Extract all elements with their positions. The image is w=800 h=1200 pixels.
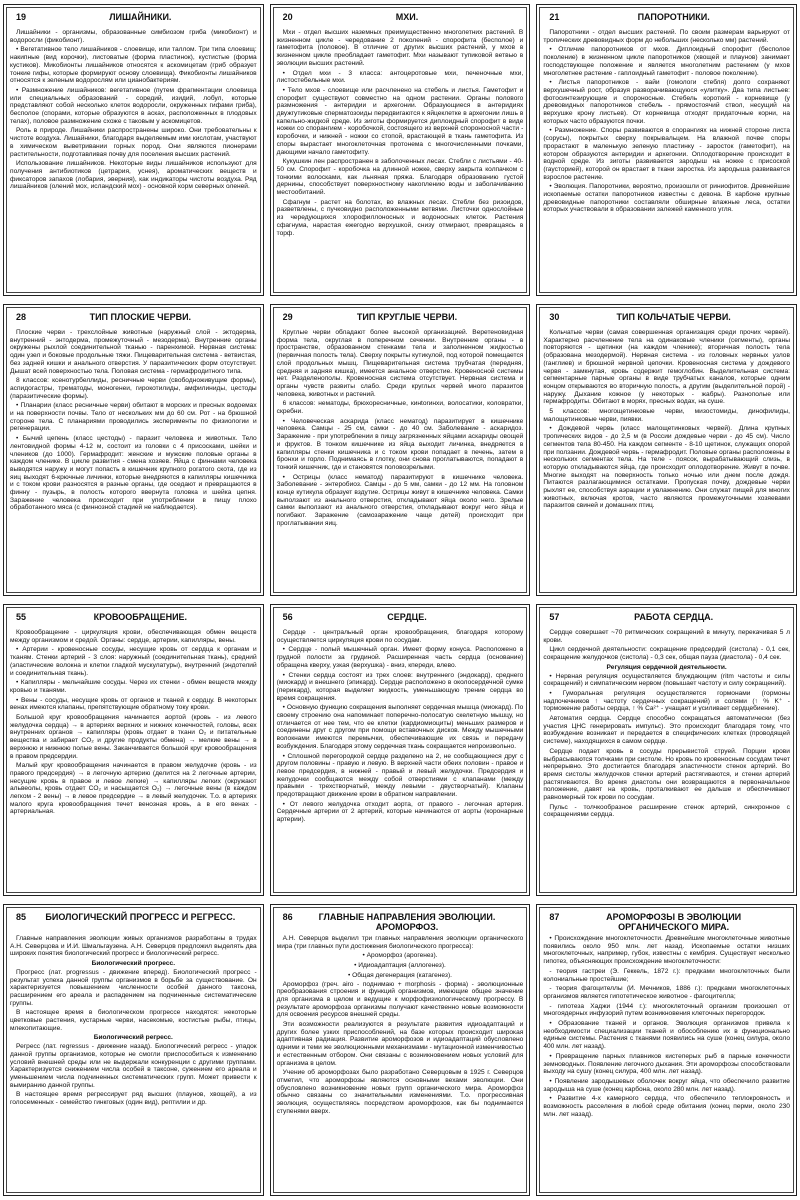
card-number: 20: [282, 12, 293, 22]
card-paragraph: Кольчатые черви (самая совершенная организация среди прочих червей). Характерно расчленение тела на одинаковые членики (сегменты), органы повторяются - щетинки (на каждом членике); вторичная полость тела (образована мезодермой). Нервная система - из головных нервных узлов (ганглиев) и брюшной нервной цепочки. Кровеносная система у дождевого червя - замкнутая, кровь содержит гемоглобин. Выделительная система: сегментарные парные органы в виде трубчатых каналов, которые одним концом открываются во вторичную полость, а другим (выделительной порой) - наружу. Дыхание кожное (у некоторых - жабры). Разнополые или гермафродиты. Обитают в морях, пресных водах, на суше.: [543, 329, 790, 406]
card-list-item: • Общая дегенерация (катагенез).: [347, 971, 452, 979]
card-paragraph: Папоротники - отдел высших растений. По своим размерам варьируют от тропических древовидных форм до небольших (несколько мм) растений.: [543, 29, 790, 44]
card-paragraph: • Капилляры - мельчайшие сосуды. Через их стенки - обмен веществ между кровью и тканями.: [10, 679, 257, 694]
card-paragraph: Кукушкин лен распространен в заболоченных лесах. Стебли с листьями - 40-50 см. Спорофит - коробочка на длинной ножке, сверху закрыта колпачком с тонкими волосками, как льняная пряжа. Благодаря образованию густой дернины, способствует поверхностному накоплению воды и заболачиванию местообитаний.: [276, 158, 524, 197]
card-title: ЛИШАЙНИКИ.: [109, 12, 172, 22]
card-paragraph: Большой круг кровообращения начинается аортой (кровь - из левого желудочка сердца) → в артериях верхних и нижних конечностей, головы, всех внутренних органов → капилляры (кровь отдает в ткани O₂ и питательные вещества и забирает CO₂ и другие продукты обмена) → мелкие вены → в верхнюю и нижнюю полые вены. Заканчивается большой круг кровообращения в правом предсердии.: [10, 714, 257, 760]
card-paragraph: • Острицы (класс нематод) паразитируют в кишечнике человека. Заболевание - энтеробиоз. Самцы - до 5 мм, самки - до 12 мм. На головном конце кутикула образует вздутие. Острицы живут в кишечнике человека. Самки выползают из анального отверстия, откладывают яйца около него. Зрелые самки выползают из анального отверстия, откладывают вокруг него яйца и погибают. Заражение (самозаражение чаще детей) происходит при проглатывании яиц.: [276, 473, 524, 527]
card-number: 57: [549, 612, 560, 622]
card-title: БИОЛОГИЧЕСКИЙ ПРОГРЕСС И РЕГРЕСС.: [45, 912, 236, 922]
card-number: 29: [282, 312, 293, 322]
card-body: [10, 629, 257, 816]
card-paragraph: Сердце совершает ~70 ритмических сокращений в минуту, перекачивая 5 л крови.: [543, 629, 790, 644]
card-paragraph: Лишайники - организмы, образованные симбиозом гриба (микобионт) и водоросли (фикобионт).: [10, 29, 257, 44]
card-aromorphoses: [536, 904, 797, 1196]
card-paragraph: Роль в природе. Лишайники распространены широко. Они требовательны к чистоте воздуха. Лишайники, благодаря выделяемым ими кислотам, участвуют в химическом выветривании горных пород. Они являются пионерами растительности, подготавливая почву для поселения высших растений.: [10, 127, 257, 158]
card-paragraph: Регресс (лат. regressus - движение назад). Биологический регресс - упадок данной группы организмов, которые не смогли приспособиться к изменению условий внешней среды или не выдержали конкуренции с другими группами. Характеризуется снижением числа особей в таксоне, сужением его ареала и уменьшением числа подчиненных систематических групп. Может привести к вымиранию данной группы.: [10, 1043, 257, 1089]
card-annelids: [536, 304, 797, 596]
card-paragraph: Плоские черви - трехслойные животные (наружный слой - эктодерма, внутренний - энтодерма, промежуточный - мезодерма). Внутренние органы окружены рыхлой соединительной тканью - паренхимой. Нервная система: один узел и боковые продольные тяжи. Пищеварительная система - ветвистая, без задней кишки и анального отверстия. У паразитических форм отсутствует. Дышат всей поверхностью тела. Половая система - гермафродитного типа.: [10, 329, 257, 375]
card-title: КРОВООБРАЩЕНИЕ.: [93, 612, 188, 622]
card-number: 19: [16, 12, 27, 22]
card-paragraph: В настоящее время в биологическом прогрессе находятся: некоторые цветковые растения, кустарные черви, насекомые, костистые рыбы, птицы, млекопитающие.: [10, 1009, 257, 1032]
card-body: [543, 329, 790, 510]
card-body: [10, 329, 257, 512]
card-header: [12, 612, 255, 626]
card-paragraph: • От левого желудочка отходит аорта, от правого - легочная артерия. Сердечные артерии от 2 артерий, которые начинаются от аорты (коронарные артерии).: [276, 800, 524, 824]
card-header: [279, 12, 522, 26]
card-paragraph: - теория гастреи (Э. Геккель, 1872 г.): предками многоклеточных были колониальные простейшие;: [543, 967, 790, 983]
card-paragraph: • Стенки сердца состоят из трех слоев: внутреннего (эндокард), среднего (миокард) и внешнего (эпикард). Сердце расположено в околосердечной сумке (перикард), которая выделяет жидкость, уменьшающую трение сердца во время сокращения.: [276, 671, 524, 702]
card-paragraph: • Тело мхов - слоевище или расчленено на стебель и листья. Гаметофит и спорофит существуют совместно на одном растении. Органы полового размножения - антеридии и архегонии. Образующиеся в антеридиях двужгутиковые сперматозоиды передвигаются к яйцеклетке в архегонии лишь в капельно-жидкой среде. Из зиготы формируется диплоидный спорофит в виде ножки со спорангием - коробочкой, состоящего из верхней спороносной части - коробочки, и нижней - ножки со стопой, врастающей в ткань гаметофита. Из споры вырастает многоклеточная протонема с многочисленными почками, дающими начало гаметофиту.: [276, 86, 524, 156]
card-body: [10, 935, 257, 1107]
card-header: [279, 312, 522, 326]
card-mosses: [270, 4, 531, 296]
card-title: СЕРДЦЕ.: [387, 612, 427, 622]
card-heart: [270, 604, 531, 896]
card-number: 86: [282, 912, 293, 922]
card-paragraph: • Отличие папоротников от мхов. Диплоидный спорофит (бесполое поколение) в жизненном цикле папоротников (хвощей и плаунов) занимает господствующее положение и является многолетним растением (у мхов многолетнее растение - гаплоидный гаметофит - половое поколение).: [543, 46, 790, 77]
card-header: [12, 312, 255, 326]
card-paragraph: Ароморфоз (греч. airo - поднимаю + morphosis - форма) - эволюционные преобразования строения и функций организмов, имеющие общее значение для организма в целом и ведущие к морфофизиологическому прогрессу. В результате ароморфоза организмы получают качественно новые возможности для освоения ресурсов внешней среды.: [276, 980, 524, 1019]
card-paragraph: • Превращение парных плавников кистеперых рыб в парные конечности земноводных. Появление легочного дыхания. Эти ароморфозы способствовали выходу на сушу (конец силура, 400 млн. лет назад).: [543, 1052, 790, 1076]
card-body: [543, 935, 790, 1118]
card-paragraph: • Отдел мхи - 3 класса: антоцеротовые мхи, печеночные мхи, листостебельные мхи.: [276, 69, 524, 85]
card-header: [12, 912, 255, 934]
card-circulation: [3, 604, 264, 896]
card-paragraph: Сердце - центральный орган кровообращения, благодаря которому осуществляется циркуляция крови по сосудам.: [276, 629, 524, 644]
card-paragraph: • Появление зародышевых оболочек вокруг яйца, что обеспечило развитие зародыша на суше (конец карбона, около 280 млн. лет назад).: [543, 1077, 790, 1093]
card-paragraph: • Вегетативное тело лишайников - слоевище, или таллом. Три типа слоевищ: накипные (вид корочки), листоватые (форма пластинок), кустистые (форма кустиков). Микобионты лишайников относятся к аскомицетам (гриб образует тонкие гифы, которые формируют основу слоевища). Фикобионты лишайников относятся к зеленым водорослям или цианобактериям.: [10, 46, 257, 85]
card-paragraph: Использование лишайников. Некоторые виды лишайников используют для получения антибиотиков (цетрария, уснея), ароматических веществ и фиксаторов запахов (лобария, эверния), как индикаторы чистоты воздуха. Ряд лишайников (олений мох, исландский мох) - основной корм северных оленей.: [10, 160, 257, 191]
card-paragraph: - гипотеза Хаджи (1944 г.): многоклеточный организм произошел от многоядерных инфузорий путем возникновения клеточных перегородок.: [543, 1002, 790, 1018]
card-title: ТИП КОЛЬЧАТЫЕ ЧЕРВИ.: [616, 312, 731, 322]
card-title: ГЛАВНЫЕ НАПРАВЛЕНИЯ ЭВОЛЮЦИИ. АРОМОРФОЗ.: [318, 912, 496, 932]
card-number: 87: [549, 912, 560, 922]
card-header: [12, 12, 255, 26]
card-paragraph: Учение об ароморфозах было разработано Северцовым в 1925 г. Северцов отметил, что ароморфозы являются основными вехами эволюции. Они обусловлено возникновение новых групп органического мира. Ароморфоз обычно связаны со значительными изменениями. Т.о. прогрессивная эволюция, осуществляясь посредством ароморфозов, как бы поднимается ступенями вверх.: [276, 1069, 524, 1115]
card-paragraph: • Артерии - кровеносные сосуды, несущие кровь от сердца к органам и тканям. Стенки артерий - 3 слоя: наружный (соединительная ткань), средний (эластические волокна и клетки гладкой мускулатуры), внутренний (эндотелий и соединительная ткань).: [10, 646, 257, 677]
card-paragraph: Главные направления эволюции живых организмов разработаны в трудах А.Н. Северцова и И.И. Шмальгаузена. А.Н. Северцов предложил выделять два широких понятия биологический прогресс и биологический регресс.: [10, 935, 257, 958]
card-paragraph: Цикл сердечной деятельности: сокращение предсердий (систола) - 0,1 сек, сокращение желудочков (систола) - 0,3 сек, общая пауза (диастола) - 0,4 сек.: [543, 646, 790, 662]
card-ferns: [536, 4, 797, 296]
card-paragraph: • Бычий цепень (класс цестоды) - паразит человека и животных. Тело лентовидной формы 4-12 м, состоит из головки с 4 присосками, шейки и члеников (до 1000). Гермафродит: женские и мужские половые органы в каждом членике. В цикле развития - смена хозяев. Яйца с финнами человека выводятся наружу и могут попасть в кишечник крупного рогатого скота, где из яиц выходят 6-крючные личинки, которые внедряются в капилляры кишечника и с током крови разносятся в разные органы, где оседают и превращаются в финну - пузырь, в полость которого ввернута головка и шейка цепня. Заражение человека происходит при употреблении в пищу плохо обработанного мяса (с финнозной стадией не наблюдается).: [10, 435, 257, 512]
card-subheading: Биологический регресс.: [93, 1034, 173, 1042]
card-body: [10, 29, 257, 191]
card-paragraph: Сфагнум - растет на болотах, во влажных лесах. Стебли без ризоидов, разветвлены, с пучковидно расположенными ветвями. Листочки однослойные из чередующихся хлорофиллоносных и водоносных клеток. Растения сфагнума, нарастая ежегодно верхушкой, снизу отмирают, превращаясь в торф.: [276, 198, 524, 237]
card-bio-progress: [3, 904, 264, 1196]
card-paragraph: • Сплошной перегородкой сердце разделено на 2, не сообщающиеся друг с другом половины - правую и левую. В верхней части обеих половин - правое и левое предсердия, в нижней - правый и левый желудочки. Предсердия и желудочки сообщаются между собой отверстиями с клапанами (между правыми - трехстворчатый, между левыми - двустворчатый). Клапаны предотвращают движение крови в обратном направлении.: [276, 752, 524, 799]
card-paragraph: 8 классов: ксенотурбеллиды, ресничные черви (свободноживущие формы), аспидогастры, трематоды, моногенеи, гирокотилиды, амфилиниды, цестоды (паразитические формы).: [10, 377, 257, 400]
card-title: АРОМОРФОЗЫ В ЭВОЛЮЦИИ ОРГАНИЧЕСКОГО МИРА.: [606, 912, 742, 932]
card-title: ТИП ПЛОСКИЕ ЧЕРВИ.: [89, 312, 192, 322]
card-number: 55: [16, 612, 27, 622]
card-list-item: • Идиоадаптация (аллогенез).: [354, 962, 446, 970]
card-number: 28: [16, 312, 27, 322]
card-paragraph: Сердце подает кровь в сосуды прерывистой струей. Порции крови выбрасываются толчками при систоле. Но кровь по кровеносным сосудам течет непрерывно. Это достигается благодаря эластичности стенок артерий. Во время систолы желудочков стенки артерий растягиваются, и стенки артерий растягиваются. Во время диастолы они возвращаются в первоначальное положение, давят на кровь, проталкивают ее дальше и обеспечивают равномерный ток крови по сосудам.: [543, 747, 790, 802]
card-paragraph: Малый круг кровообращения начинается в правом желудочке (кровь - из правого предсердия) → в легочную артерию (делится на 2 легочные артерии, несущие кровь в правое и левое легкие) → капилляры легких (окружают альвеолы, кровь отдает CO₂ и насыщается O₂) → легочные вены (в каждом легком - 2 вены) → в левое предсердие → в левый желудочек. Т.о. в артериях малого круга кровообращения течет венозная кровь, а в его венах - артериальная.: [10, 762, 257, 816]
card-paragraph: • Вены - сосуды, несущие кровь от органов и тканей к сердцу. В некоторых венах имеются клапаны, препятствующие обратному току крови.: [10, 696, 257, 712]
card-evolution-directions: [270, 904, 531, 1196]
card-header: [545, 612, 788, 626]
card-paragraph: • Образование тканей и органов. Эволюция организмов привела к необходимости специализации тканей и обособлению их в функционально единые системы. Растения с тканями появились на суше (конец силура, около 400 млн. лет назад).: [543, 1020, 790, 1051]
card-paragraph: • Нервная регуляция осуществляется блуждающим (ritm частоты и силы сокращений) и симпатическим нервом (повышает частоту и силу сокращений).: [543, 672, 790, 688]
card-paragraph: • Сердце - полый мышечный орган. Имеет форму конуса. Расположено в грудной полости за грудиной. Расширенная часть сердца (основание) обращена кверху, узкая (верхушка) - вниз, кпереди, влево.: [276, 646, 524, 669]
card-paragraph: 6 классов: нематоды, брюхоресничные, кинtorинхи, волосатики, коловратки, скребни.: [276, 400, 524, 416]
card-paragraph: Круглые черви обладают более высокой организацией. Веретеновидная форма тела, округлая в поперечном сечении. Внутренние органы - в пространстве, образованном стенками тела и заполненном жидкостью (первичная полость тела). Сверху покрыты кутикулой, под которой помещается слой продольных мышц. Пищеварительная система трубчатая (передняя, средняя и задняя кишка), имеется анальное отверстие. Кровеносной системы нет. Разделенополы. Кровеносная система отсутствует. Нервная система и органы чувств развиты слабо. Среди круглых червей много паразитов человека, животных и растений.: [276, 329, 524, 398]
card-list-item: • Ароморфоз (арогенез).: [362, 952, 438, 960]
card-title: МХИ.: [395, 12, 419, 22]
card-body: [277, 329, 524, 528]
card-paragraph: • Основную функцию сокращения выполняет сердечная мышца (миокард). По своему строению она напоминает поперечно-полосатую скелетную мышцу, но отличается от нее тем, что ее клетки (кардиомиоциты) меньших размеров и соединены друг с другом при помощи вставочных дисков. Между мышечными волокнами имеются перемычки, обеспечивающие их связь и передачу возбуждения. Благодаря этому сердечная ткань сокращается непроизвольно.: [276, 704, 524, 750]
card-lichens: [3, 4, 264, 296]
card-header: [545, 912, 788, 934]
card-paragraph: - теория фагоцителлы (И. Мечников, 1886 г.): предками многоклеточных организмов является гипотетическое животное - фагоцителла;: [543, 985, 790, 1000]
card-heart-work: [536, 604, 797, 896]
card-paragraph: • Гуморальная регуляция осуществляется гормонами (гормоны надпочечников ↑ частоту сердечных сокращений) и солями (↑ % K⁺ - торможение работы сердца, ↑ % Ca²⁺ - учащает и усиливает сердцебиение).: [543, 689, 790, 713]
card-header: [279, 912, 522, 934]
card-header: [545, 312, 788, 326]
card-paragraph: • Эволюция. Папоротники, вероятно, произошли от риниофитов. Древнейшие ископаемые остатки папоротников известны с девона. В карбоне крупные древовидные папоротники составляли обширные влажные леса, остатки которых участвовали в образовании залежей каменного угля.: [543, 183, 790, 214]
card-body: [277, 629, 524, 824]
card-body: [543, 629, 790, 819]
card-paragraph: • Развитие 4-х камерного сердца, что обеспечило теплокровность и возможность расселения в любой среде обитания (конец перми, около 230 млн. лет назад).: [543, 1095, 790, 1118]
card-body: [543, 29, 790, 214]
card-paragraph: Автоматия сердца. Сердце способно сокращаться автоматически (без участия ЦНС генерировать импульс). Это происходит благодаря тому, что возбуждение возникает и передается в специфических клетках (проводящей системе), находящихся в самом сердце.: [543, 715, 790, 746]
card-title: ПАПОРОТНИКИ.: [637, 12, 710, 22]
card-title: РАБОТА СЕРДЦА.: [634, 612, 714, 622]
card-paragraph: 5 классов: многощетинковые черви, мизостомиды, динофилиды, малощетинковые черви, пиявки.: [543, 408, 790, 423]
card-subheading: Регуляция сердечной деятельности.: [606, 663, 727, 671]
card-header: [545, 12, 788, 26]
card-roundworms: [270, 304, 531, 596]
card-paragraph: • Дождевой червь (класс малощетинковых червей). Длина крупных тропических видов - до 2,5 м (в России дождевые черви - до 45 см). Число сегментов тела 80-450. На каждом сегменте - 8-10 щетинок, служащих опорой при ползании. Дождевой червь - гермафродит. Половые органы расположены в нескольких сегментах тела. На теле - поясок, вырабатывающий слизь, в которую откладываются яйца, где происходит оплодотворение. Живут в почве. Многие выходят на поверхность только ночью или днем после дождя. Питаются разлагающимися остатками. Пропуская почву, дождевые черви рыхлят ее, способствуя аэрации и увлажнению. Они служат пищей для многих животных, включая кротов, часто являются промежуточными хозяевами паразитов свиней и домашних птиц.: [543, 425, 790, 510]
card-paragraph: Прогресс (лат. progressus - движение вперед). Биологический прогресс - результат успеха данной группы организмов в борьбе за существование. Он характеризуется повышением численности особей данного таксона, расширением его ареала и распадением на подчиненные систематические группы.: [10, 968, 257, 1007]
card-number: 85: [16, 912, 27, 922]
card-subheading: Биологический прогресс.: [91, 960, 176, 968]
card-paragraph: • Листья папоротников - вайи (гомологи стебля) долго сохраняют верхушечный рост, образуя разворачивающуюся «улитку». Два типа листьев: фотосинтезирующие и спороносные. Стебель короткий - корневище (у древовидных папоротников стебель - прямостоячий ствол, несущий на верхушке крону листьев). От корневища отходят придаточные корни, на которых часто образуются почки.: [543, 79, 790, 125]
card-paragraph: • Происхождение многоклеточности. Древнейшие многоклеточные животные появились около 950 млн. лет назад. Ископаемые остатки низших многоклеточных, например, губок, известны с кембрия. Существует несколько гипотез, объясняющих происхождение многоклеточности:: [543, 935, 790, 966]
card-paragraph: В настоящее время регрессирует ряд высших (плаунов, хвощей), а из голосеменных - семейство гинкговых (один вид), рептилии и др.: [10, 1091, 257, 1107]
card-body: [277, 935, 524, 1115]
card-paragraph: • Планарии (класс ресничные черви) обитают в морских и пресных водоемах и на поверхности почвы. Тело от нескольких мм до 60 см. Рот - на брюшной стороне тела. С планариями проводились эксперименты по физиологии и регенерации.: [10, 402, 257, 433]
card-number: 30: [549, 312, 560, 322]
card-paragraph: Кровообращение - циркуляция крови, обеспечивающая обмен веществ между организмом и средой. Органы: сердце, артерии, капилляры, вены.: [10, 629, 257, 644]
card-flatworms: [3, 304, 264, 596]
card-paragraph: А.Н. Северцов выделил три главных направления эволюции органического мира (три главных пути достижения биологического прогресса):: [276, 935, 524, 950]
card-paragraph: • Размножение лишайников: вегетативное (путем фрагментации слоевища или специальных образований - соредий, изидий, лобул, которые представляют собой несколько клеток водоросли, окруженных гифами гриба), бесполое (спорами, которые образуются в асках, расположенных в плодовых телах), половое размножение схоже с таковым у аскомицетов.: [10, 86, 257, 125]
card-body: [277, 29, 524, 237]
card-number: 21: [549, 12, 560, 22]
card-paragraph: • Размножение. Споры развиваются в спорангиях на нижней стороне листа (сорусы), покрытых сверху покрывальцем. На влажной почве споры прорастают в маленькую зеленую пластинку - заросток (гаметофит), на котором образуются антеридии и архегонии. Оплодотворение происходит в водной среде. Из зиготы развивается зародыш на ножке с присоской (гаусторией), которой он врастает в ткани заростка. Из зародыша развивается взрослое растение.: [543, 127, 790, 181]
card-title: ТИП КРУГЛЫЕ ЧЕРВИ.: [356, 312, 458, 322]
card-paragraph: Пульс - толчкообразное расширение стенок артерий, синхронное с сокращениями сердца.: [543, 803, 790, 819]
card-header: [279, 612, 522, 626]
card-paragraph: • Человеческая аскарида (класс нематод) паразитирует в кишечнике человека. Самцы - 25 см, самки - до 40 см. Заболевание - аскаридоз. Заражение - при употреблении в пищу загрязненных яйцами аскариды овощей и фруктов. В тонком кишечнике из яйца выходит личинка, внедряется в капилляры стенки кишечника и с током крови попадает в печень, затем в бронхи и горло. Поднимаясь в глотку, они снова проглатываются, попадают в тонкий кишечник, где и становятся половозрелыми.: [276, 417, 524, 471]
card-paragraph: Эти возможности реализуются в результате развития идиоадаптаций и других более узких приспособлений, на базе которых происходит широкая адаптивная радиация. Развитие ароморфозов и идиоадаптаций обусловлено одними и теми же эволюционными механизмами - мутационной изменчивостью и естественным отбором. Они связаны с возникновением новых условий для организма в целом.: [276, 1021, 524, 1067]
card-paragraph: Мхи - отдел высших наземных преимущественно многолетних растений. В жизненном цикле - чередование 2 поколений - спорофита (бесполое) и гаметофита (половое). В отличие от других высших растений, у мхов в жизненном цикле преобладает гаметофит. Мхи называют тупиковой ветвью в эволюции высших растений.: [276, 29, 524, 67]
card-number: 56: [282, 612, 293, 622]
